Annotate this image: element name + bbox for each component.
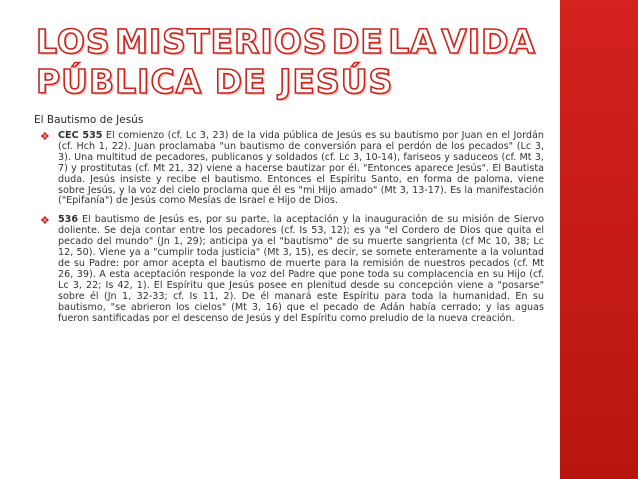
item-body: El comienzo (cf. Lc 3, 23) de la vida pública de Jesús es su bautismo por Juan en el Jordán (cf. Hch 1, 22). Juan proclamaba "un bautismo de conversión para el perdón de los pecados" (Lc 3, 3). Una multitud de pecadores, publicanos y soldados (cf. Lc 3, 10-14), fariseos y saduceos (cf. Mt 3, 7) y prostitutas (cf. Mt 21, 32) viene a hacerse bautizar por él. "Entonces aparece Jesús". El Bautista duda. Jesús insiste y recibe el bautismo. Entonces el Espíritu Santo, en forma de paloma, viene sobre Jesús, y la voz del cielo proclama que él es "mi Hijo amado" (Mt 3, 13-17). Es la manifestación ("Epifanía") de Jesús como Mesías de Israel e Hijo de Dios. (58, 130, 544, 207)
item-body: El bautismo de Jesús es, por su parte, la aceptación y la inauguración de su misión de Siervo doliente. Se deja contar entre los pecadores (cf. Is 53, 12); es ya "el Cordero de Dios que quita el pecado del mundo" (Jn 1, 29); anticipa ya el "bautismo" de su muerte sangrienta (cf Mc 10, 38; Lc 12, 50). Viene ya a "cumplir toda justicia" (Mt 3, 15), es decir, se somete enteramente a la voluntad de su Padre: por amor acepta el bautismo de muerte para la remisión de nuestros pecados (cf. Mt 26, 39). A esta aceptación responde la voz del Padre que pone toda su complacencia en su Hijo (cf. Lc 3, 22; Is 42, 1). El Espíritu que Jesús posee en plenitud desde su concepción viene a "posarse" sobre él (Jn 1, 32-33; cf. Is 11, 2). De él manará este Espíritu para toda la humanidad. En su bautismo, "se abrieron los cielos" (Mt 3, 16) que el pecado de Adán había cerrado; y las aguas fueron santificadas por el descenso de Jesús y del Espíritu como preludio de la nueva creación. (58, 214, 544, 324)
list-item (36, 131, 544, 207)
title-line-1 (36, 22, 536, 62)
item-number: 536 (58, 214, 79, 226)
title-word: DE (331, 22, 384, 61)
item-number: CEC 535 (58, 130, 103, 141)
bullet-icon: ❖ (40, 214, 50, 228)
bullet-list (36, 131, 544, 332)
item-text (58, 215, 544, 324)
section-heading: El Bautismo de Jesús (34, 114, 144, 126)
title-word: LA (388, 22, 437, 61)
page-title (36, 22, 556, 102)
list-item (36, 215, 544, 324)
title-word: MISTERIOS (115, 22, 328, 61)
title-word: VIDA (441, 22, 536, 61)
title-line-2: PÚBLICA DE JESÚS (36, 62, 394, 101)
bullet-icon: ❖ (40, 130, 50, 143)
side-band (560, 0, 638, 479)
item-text (58, 131, 544, 207)
title-word: LOS (36, 22, 111, 61)
